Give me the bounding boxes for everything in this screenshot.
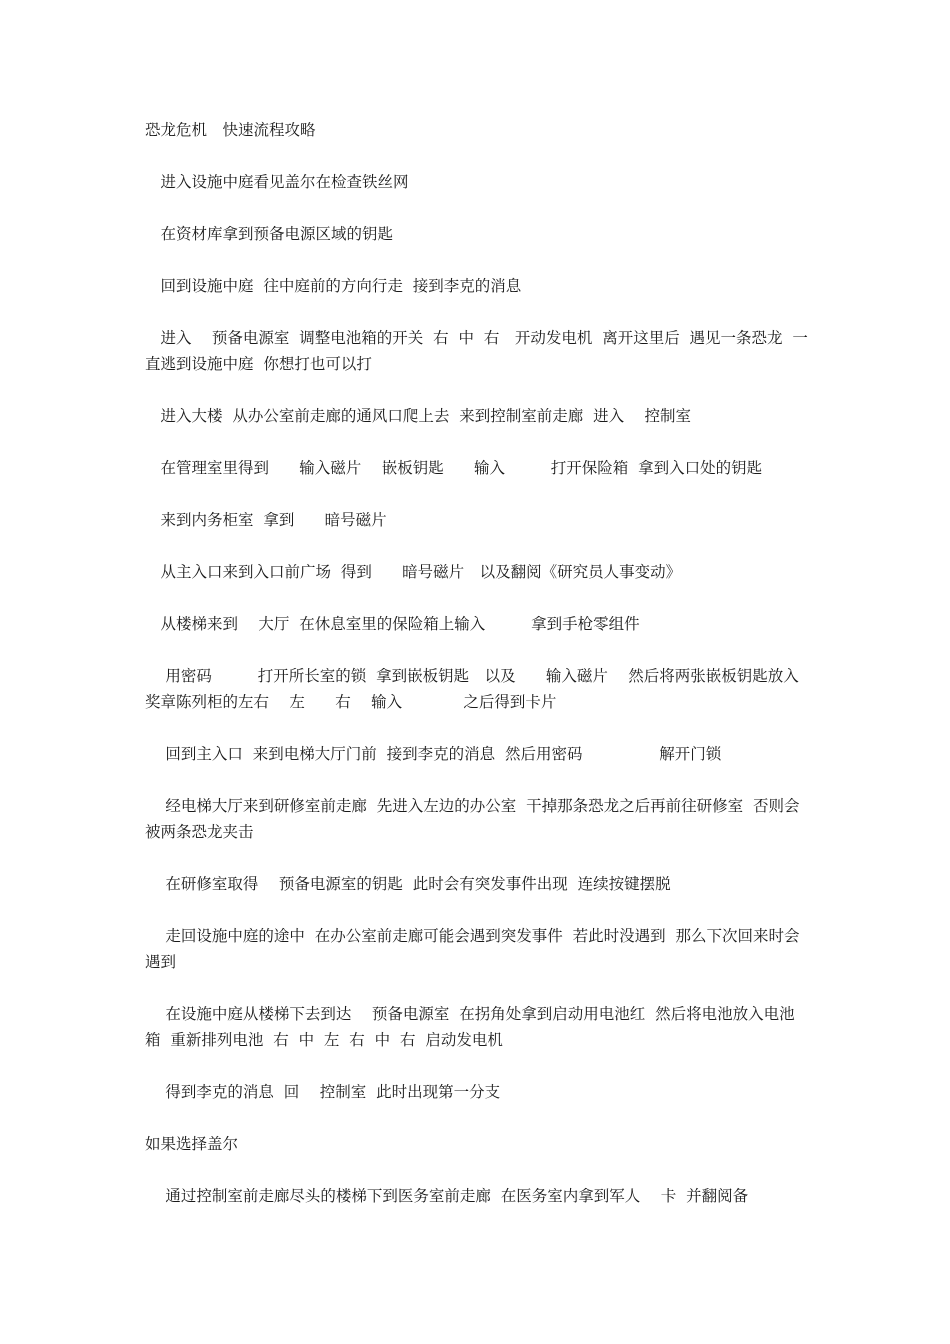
document-title: 恐龙危机 快速流程攻略 bbox=[145, 121, 316, 139]
paragraph: 在管理室里得到 输入磁片 嵌板钥匙 输入 打开保险箱 拿到入口处的钥匙 bbox=[145, 459, 763, 477]
paragraph: 在设施中庭从楼梯下去到达 预备电源室 在拐角处拿到启动用电池红 然后将电池放入电池箱 重新排列电池 右 中 左 右 中 右 启动发电机 bbox=[145, 1005, 795, 1049]
paragraph: 得到李克的消息 回 控制室 此时出现第一分支 bbox=[145, 1083, 501, 1101]
paragraph: 进入设施中庭看见盖尔在检查铁丝网 bbox=[145, 173, 409, 191]
paragraph: 经电梯大厅来到研修室前走廊 先进入左边的办公室 干掉那条恐龙之后再前往研修室 否则会被两条恐龙夹击 bbox=[145, 797, 800, 841]
paragraph: 回到设施中庭 往中庭前的方向行走 接到李克的消息 bbox=[145, 277, 522, 295]
paragraph: 来到内务柜室 拿到 暗号磁片 bbox=[145, 511, 387, 529]
paragraph: 通过控制室前走廊尽头的楼梯下到医务室前走廊 在医务室内拿到军人 卡 并翻阅备 bbox=[145, 1187, 749, 1205]
paragraph: 从主入口来到入口前广场 得到 暗号磁片 以及翻阅《研究员人事变动》 bbox=[145, 563, 682, 581]
paragraph: 在研修室取得 预备电源室的钥匙 此时会有突发事件出现 连续按键摆脱 bbox=[145, 875, 671, 893]
paragraph: 从楼梯来到 大厅 在休息室里的保险箱上输入 拿到手枪零组件 bbox=[145, 615, 640, 633]
paragraph: 进入 预备电源室 调整电池箱的开关 右 中 右 开动发电机 离开这里后 遇见一条恐龙 一直逃到设施中庭 你想打也可以打 bbox=[145, 329, 808, 373]
paragraph: 回到主入口 来到电梯大厅门前 接到李克的消息 然后用密码 解开门锁 bbox=[145, 745, 722, 763]
paragraph: 在资材库拿到预备电源区域的钥匙 bbox=[145, 225, 394, 243]
paragraph: 走回设施中庭的途中 在办公室前走廊可能会遇到突发事件 若此时没遇到 那么下次回来时会遇到 bbox=[145, 927, 800, 971]
paragraph: 进入大楼 从办公室前走廊的通风口爬上去 来到控制室前走廊 进入 控制室 bbox=[145, 407, 691, 425]
section-heading: 如果选择盖尔 bbox=[145, 1135, 239, 1153]
paragraph: 用密码 打开所长室的锁 拿到嵌板钥匙 以及 输入磁片 然后将两张嵌板钥匙放入奖章陈列柜的左右 左 右 输入 之后得到卡片 bbox=[145, 667, 799, 711]
